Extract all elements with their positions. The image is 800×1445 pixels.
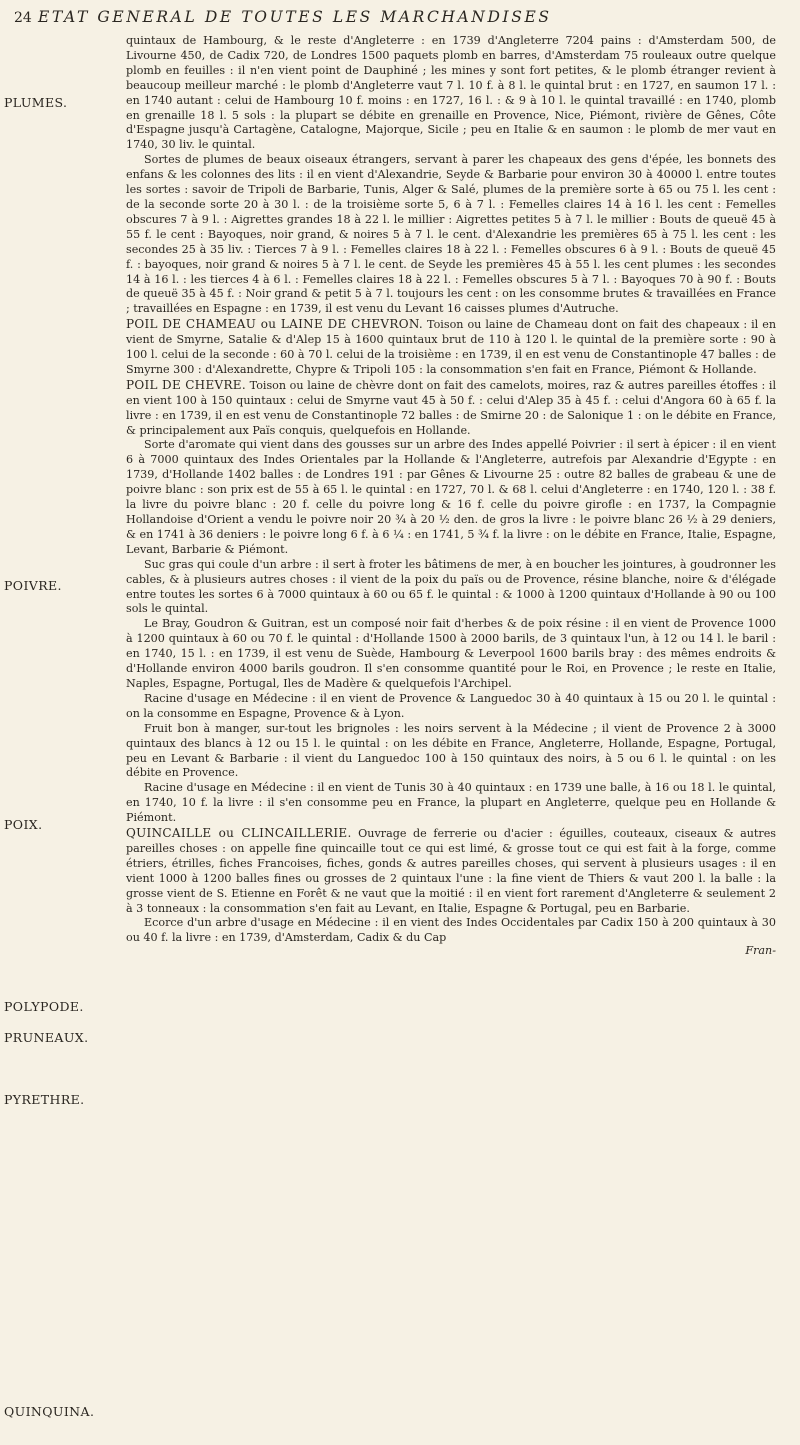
entry-quincaille xyxy=(126,826,776,916)
entry-pruneaux: Fruit bon à manger, sur-tout les brignoles : les noirs servent à la Médecine ; il vient de Provence 2 à 3000 quintaux des blancs à 12 ou 15 l. le quintal : on les débite en France, Angleterre, Hollande, Espagne, Portugal, peu en Levant & Barbarie : il vient du Languedoc 100 à 150 quintaux des noirs, à 5 ou 6 l. le quintal : on les débite en Provence. xyxy=(126,721,776,780)
heading-poil-chevre: POIL DE CHEVRE. xyxy=(126,377,246,392)
entry-poil-chameau-text: Toison ou laine de Chameau dont on fait des chapeaux : il en vient de Smyrne, Satalie & d'Alep 15 à 1600 quintaux brut de 110 à 120 l. le quintal de la première sorte : 90 à 100 l. celui de la seconde : 60 à 70 l. celui de la troisième : en 1739, il en est venu de Constantinople 47 balles : de Smyrne 300 : d'Alexandrette, Chypre & Tripoli 105 : la consommation s'en fait en France, Piémont & Hollande. xyxy=(126,318,776,376)
entry-poix-1: Suc gras qui coule d'un arbre : il sert à froter les bâtimens de mer, à en boucher les jointures, à goudronner les cables, & à plusieurs autres choses : il vient de la poix du païs ou de Provence, résine blanche, noire & d'élégade entre toutes les sortes 6 à 7000 quintaux à 60 ou 65 f. le quintal : & 1000 à 1200 quintaux d'Hollande à 90 ou 100 sols le quintal. xyxy=(126,557,776,616)
page-body xyxy=(126,34,776,1434)
entry-poivre: Sorte d'aromate qui vient dans des gousses sur un arbre des Indes appellé Poivrier : il sert à épicer : il en vient 6 à 7000 quintaux des Indes Orientales par la Hollande & l'Angleterre, autrefois par Alexandrie d'Egypte : en 1739, d'Hollande 1402 balles : de Londres 191 : par Gênes & Livourne 25 : outre 82 balles de grabeau & une de poivre blanc : son prix est de 55 à 65 l. le quintal : en 1727, 70 l. & 68 l. celui d'Angleterre : en 1740, 120 l. : 38 f. la livre du poivre blanc : 20 f. celle du poivre long & 16 f. celle du poivre girofle : en 1737, la Compagnie Hollandoise d'Orient a vendu le poivre noir 20 ¾ à 20 ½ den. de gros la livre : le poivre blanc 26 ½ à 29 deniers, & en 1741 à 36 deniers : le poivre long 6 f. à 6 ¼ : en 1741, 5 ¾ f. la livre : on le débite en France, Italie, Espagne, Levant, Barbarie & Piémont. xyxy=(126,438,776,556)
entry-quincaille-text: Ouvrage de ferrerie ou d'acier : éguilles, couteaux, ciseaux & autres pareilles choses : on appelle fine quincaille tout ce qui est limé, & grosse tout ce qui est fait à la forge, comme étriers, étrilles, fiches Francoises, fiches, gonds & autres pareilles choses, qui servent à plusieurs usages : il en vient 1000 à 1200 balles fines ou grosses de 2 quintaux l'une : la fine vient de Thiers & vaut 200 l. la balle : la grosse vient de S. Etienne en Forêt & ne vaut que la moitié : il en vient fort rarement d'Angleterre & seulement 2 à 3 tonneaux : la consommation s'en fait au Levant, en Italie, Espagne & Portugal, peu en Barbarie. xyxy=(126,827,776,915)
entry-poix-2: Le Bray, Goudron & Guitran, est un composé noir fait d'herbes & de poix résine : il en vient de Provence 1000 à 1200 quintaux à 60 ou 70 f. le quintal : d'Hollande 1500 à 2000 barils, de 3 quintaux l'un, à 12 ou 14 l. le baril : en 1740, 15 l. : en 1739, il est venu de Suède, Hambourg & Leverpool 1600 barils bray : des mêmes endroits & d'Hollande environ 4000 barils goudron. Il s'en consomme quantité pour le Roi, en Provence ; le reste en Italie, Naples, Espagne, Portugal, Iles de Madère & quelquefois l'Archipel. xyxy=(126,617,776,690)
heading-poil-chameau: POIL DE CHAMEAU ou LAINE DE CHEVRON. xyxy=(126,317,424,332)
margin-label-polypode: POLYPODE. xyxy=(4,999,84,1014)
entry-polypode: Racine d'usage en Médecine : il en vient de Provence & Languedoc 30 à 40 quintaux à 15 ou 20 l. le quintal : on la consomme en Espagne, Provence & à Lyon. xyxy=(126,691,776,720)
entry-poil-chameau xyxy=(126,317,776,378)
page-number: 24 xyxy=(14,10,32,26)
margin-label-plumes: PLUMES. xyxy=(4,95,68,110)
running-title: ETAT GENERAL DE TOUTES LES MARCHANDISES xyxy=(38,8,552,26)
heading-quincaille: QUINCAILLE ou CLINCAILLERIE. xyxy=(126,826,352,841)
entry-plomb-continued: quintaux de Hambourg, & le reste d'Angleterre : en 1739 d'Angleterre 7204 pains : d'Amsterdam 500, de Livourne 450, de Cadix 720, de Londres 1500 paquets plomb en barres, d'Amsterdam 75 rouleaux outre quelque plomb en feuilles : il n'en vient point de Dauphiné ; les mines y sont fort petites, & le plomb étranger revient à beaucoup meilleur marché : le plomb d'Angleterre vaut 7 l. 10 f. à 8 l. le quintal brut : en 1727, en saumon 17 l. : en 1740 autant : celui de Hambourg 10 f. moins : en 1727, 16 l. : & 9 à 10 l. le quintal travaillé : en 1740, plomb en grenaille 18 l. 5 sols : la plupart se débite en grenaille en Provence, Nice, Piémont, rivière de Gênes, Côte d'Espagne jusqu'à Cartagène, Catalogne, Majorque, Sicile ; peu en Italie & en saumon : le plomb de mer vaut en 1740, 30 liv. le quintal. xyxy=(126,34,776,152)
margin-label-pyrethre: PYRETHRE. xyxy=(4,1092,85,1107)
margin-label-quinquina: QUINQUINA. xyxy=(4,1404,95,1419)
margin-label-poivre: POIVRE. xyxy=(4,578,62,593)
entry-poil-chevre xyxy=(126,378,776,439)
page-header xyxy=(14,8,786,34)
catchword: Fran- xyxy=(745,944,776,958)
margin-label-poix: POIX. xyxy=(4,817,43,832)
entry-pyrethre: Racine d'usage en Médecine : il en vient de Tunis 30 à 40 quintaux : en 1739 une balle, à 16 ou 18 l. le quintal, en 1740, 10 f. la livre : il s'en consomme peu en France, la plupart en Angleterre, quelque peu en Hollande & Piémont. xyxy=(126,781,776,825)
entry-poil-chevre-text: Toison ou laine de chèvre dont on fait des camelots, moires, raz & autres pareilles étoffes : il en vient 100 à 150 quintaux : celui de Smyrne vaut 45 à 50 f. : celui d'Alep 35 à 45 f. : celui d'Angora 60 à 65 f. la livre : en 1739, il en est venu de Constantinople 72 balles : de Smirne 20 : de Salonique 1 : on le débite en France, & principalement aux Païs conquis, quelquefois en Hollande. xyxy=(126,378,776,437)
entry-plumes: Sortes de plumes de beaux oiseaux étrangers, servant à parer les chapeaux des gens d'épée, les bonnets des enfans & les colonnes des lits : il en vient d'Alexandrie, Seyde & Barbarie pour environ 30 à 40000 l. entre toutes les sortes : savoir de Tripoli de Barbarie, Tunis, Alger & Salé, plumes de la première sorte à 65 ou 75 l. les cent : de la seconde sorte 20 à 30 l. : de la troisième sorte 5, 6 à 7 l. : Femelles claires 14 à 16 l. les cent : Femelles obscures 7 à 9 l. : Aigrettes grandes 18 à 22 l. le millier : Aigrettes petites 5 à 7 l. le millier : Bouts de queuë 45 à 55 f. le cent : Bayoques, noir grand, & noires 5 à 7 l. le cent. d'Alexandrie les premières 65 à 75 l. les cent : les secondes 25 à 35 liv. : Tierces 7 à 9 l. : Femelles claires 18 à 22 l. : Femelles obscures 6 à 9 l. : Bouts de queuë 45 f. : bayoques, noir grand & noires 5 à 7 l. le cent. de Seyde les premières 45 à 55 l. les cent plumes : les secondes 14 à 16 l. : les tierces 4 à 6 l. : Femelles claires 18 à 22 l. : Femelles obscures 5 à 7 l. : Bayoques 70 à 90 f. : Bouts de queuë 35 à 45 f. : Noir grand & petit 5 à 7 l. toujours les cent : on les consomme brutes & travaillées en France ; travaillées en Espagne : en 1739, il est venu du Levant 16 caisses plumes d'Autruche. xyxy=(126,153,776,316)
margin-label-pruneaux: PRUNEAUX. xyxy=(4,1030,89,1045)
entry-quinquina: Ecorce d'un arbre d'usage en Médecine : il en vient des Indes Occidentales par Cadix 150 à 200 quintaux à 30 ou 40 f. la livre : en 1739, d'Amsterdam, Cadix & du Cap xyxy=(126,916,776,945)
